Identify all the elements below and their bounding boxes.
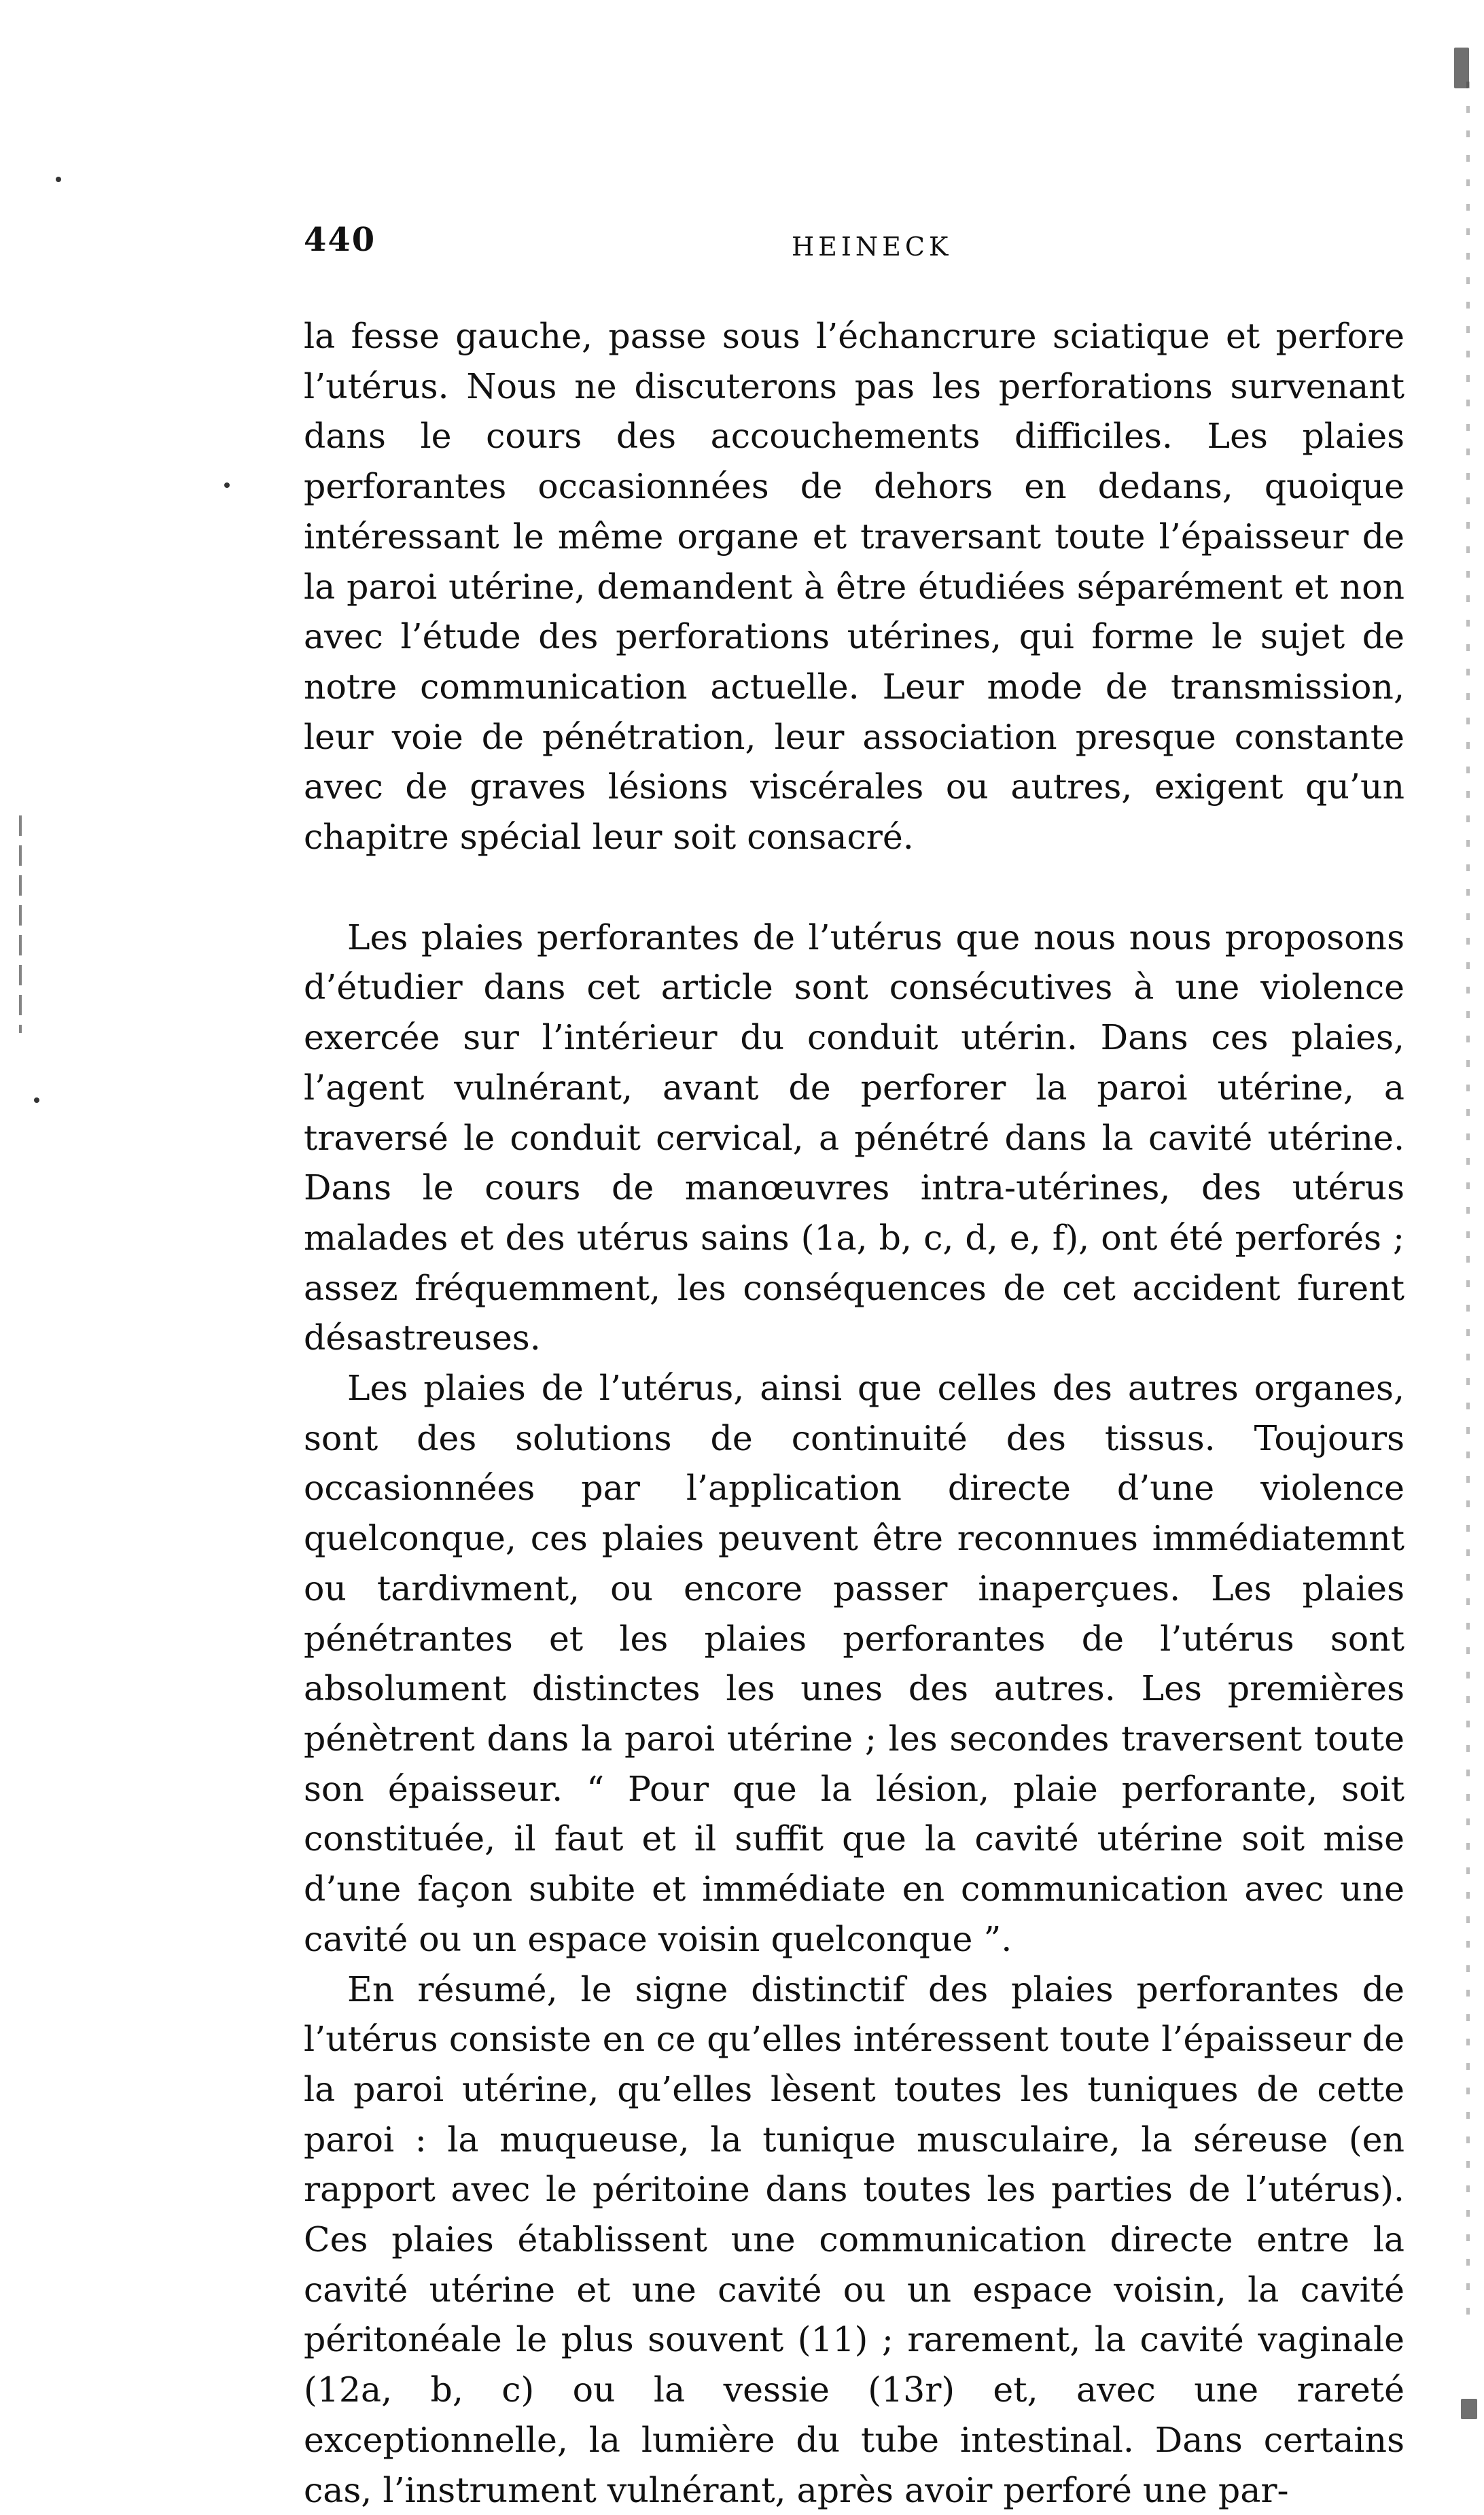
scan-speck [1461, 2399, 1477, 2419]
paragraph-continuation: la fesse gauche, passe sous l’échancrure sciatique et perfore l’utérus. Nous ne discuterons pas les perforations survenant dans le cours des accouchements difficiles. Les plaies perforantes occasionnées de dehors en dedans, quoique intéressant le même organe et traversant toute l’épaisseur de la paroi utérine, demandent à être étudiées séparément et non avec l’étude des perforations utérines, qui forme le sujet de notre communication actuelle. Leur mode de transmission, leur voie de pénétration, leur association presque constante avec de graves lésions viscérales ou autres, exigent qu’un chapitre spécial leur soit consacré. [304, 311, 1404, 862]
right-margin-scan-marks [1466, 82, 1470, 2324]
paragraph: Les plaies perforantes de l’utérus que nous nous proposons d’étudier dans cet article sont consécutives à une violence exercée sur l’intérieur du conduit utérin. Dans ces plaies, l’agent vulnérant, avant de perforer la paroi utérine, a traversé le conduit cervical, a pénétré dans la cavité utérine. Dans le cours de manœuvres intra-utérines, des utérus malades et des utérus sains (1a, b, c, d, e, f), ont été perforés ; assez fréquemment, les conséquences de cet accident furent désastreuses. [304, 913, 1404, 1363]
running-head: HEINECK [792, 232, 952, 262]
scan-speck [224, 482, 230, 488]
paragraph: En résumé, le signe distinctif des plaies perforantes de l’utérus consiste en ce qu’elles intéressent toute l’épaisseur de la paroi utérine, qu’elles lèsent toutes les tuniques de cette paroi : la muqueuse, la tunique musculaire, la séreuse (en rapport avec le péritoine dans toutes les parties de l’utérus). Ces plaies établissent une communication directe entre la cavité utérine et une cavité ou un espace voisin, la cavité péritonéale le plus souvent (11) ; rarement, la cavité vaginale (12a, b, c) ou la vessie (13r) et, avec une rareté exceptionnelle, la lumière du tube intestinal. Dans certains cas, l’instrument vulnérant, après avoir perforé une par- [304, 1965, 1404, 2515]
scan-speck [1454, 48, 1469, 88]
page-number: 440 [304, 221, 376, 259]
scan-speck [34, 1097, 39, 1103]
body-text [304, 311, 1404, 2515]
left-margin-scan-marks [19, 815, 22, 1033]
paragraph: Les plaies de l’utérus, ainsi que celles des autres organes, sont des solutions de continuité des tissus. Toujours occasionnées par l’application directe d’une violence quelconque, ces plaies peuvent être reconnues immédiatemnt ou tardivment, ou encore passer inaperçues. Les plaies pénétrantes et les plaies perforantes de l’utérus sont absolument distinctes les unes des autres. Les premières pénètrent dans la paroi utérine ; les secondes traversent toute son épaisseur. “ Pour que la lésion, plaie perforante, soit constituée, il faut et il suffit que la cavité utérine soit mise d’une façon subite et immédiate en communication avec une cavité ou un espace voisin quelconque ”. [304, 1363, 1404, 1964]
page-header [304, 221, 1404, 275]
scan-speck [56, 177, 61, 182]
